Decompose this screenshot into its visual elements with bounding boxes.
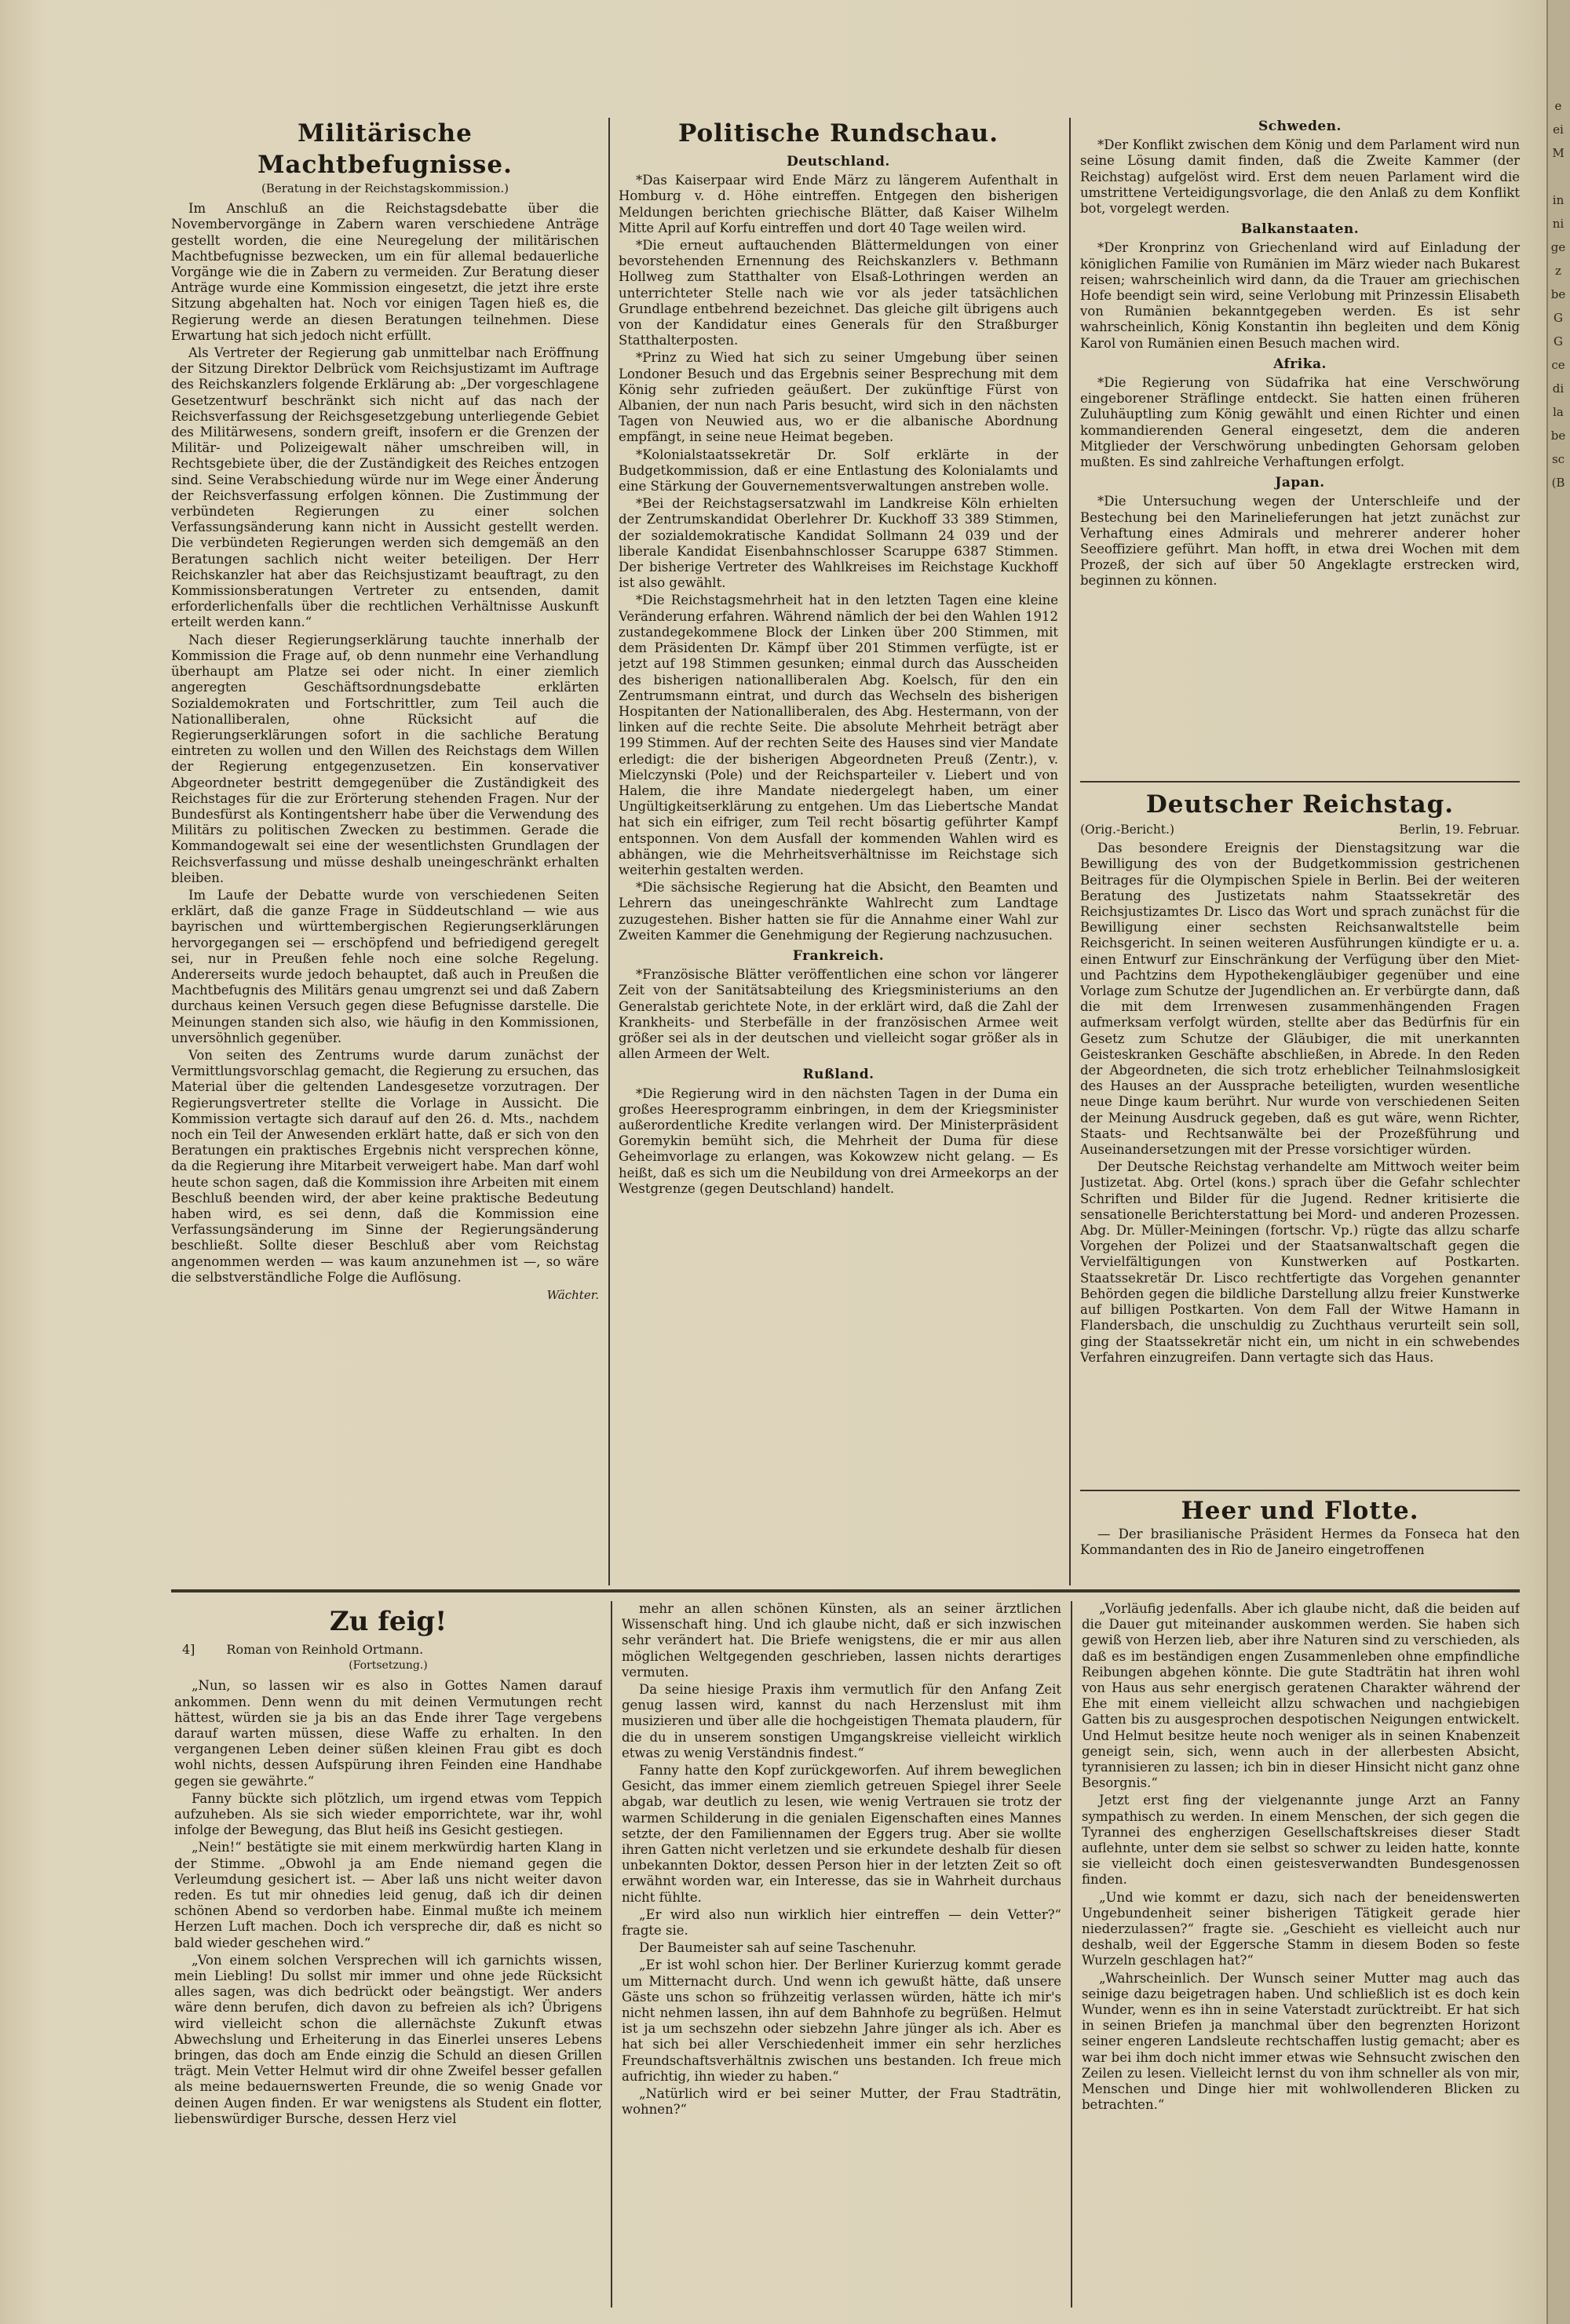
column-rule [1069,118,1071,1585]
paragraph: *Die erneut auftauchenden Blättermeldungen von einer bevorstehenden Ernennung des Reichskanzlers v. Bethmann Hollweg zum Statthalter von Elsaß-Lothringen werden an unterrichteter Stelle nach wie vor als jeder tatsächlichen Grundlage entbehrend bezeichnet. Das gleiche gilt übrigens auch von der Kandidatur eines Generals für den Straßburger Statthalterposten. [619,238,1058,348]
left-article-subtitle: (Beratung in der Reichstagskommission.) [261,181,509,195]
heer-title: Heer und Flotte. [1181,1497,1419,1525]
serial-number: 4] [182,1642,195,1657]
column-rule [1071,1601,1072,2308]
paragraph: *Die Regierung wird in den nächsten Tagen in der Duma ein großes Heeresprogramm einbringen, in dem der Kriegsminister außerordentliche Kredite verlangen wird. Der Ministerpräsident Goremykin bemüht sich, die Mehrheit der Duma für diese Geheimvorlage zu erlangen, was Kokowzew nicht gelang. — Es heißt, daß es sich um die Neubildung von drei Armeekorps an der Westgrenze (gegen Deutschland) handelt. [619,1085,1058,1196]
paragraph: Der Baumeister sah auf seine Taschenuhr. [639,1940,917,1956]
paragraph: *Die Untersuchung wegen der Unterschleife und der Bestechung bei den Marinelieferungen hat jetzt zunächst zur Verhaftung eines Admirals und mehrerer anderer hoher Seeoffiziere geführt. Man hofft, in etwa drei Wochen mit dem Prozeß, der sich auf über 50 Angeklagte erstrecken wird, beginnen zu können. [1080,494,1520,589]
paragraph: „Wahrscheinlich. Der Wunsch seiner Mutter mag auch das seinige dazu beigetragen haben. Und schließlich ist es doch kein Wunder, wenn es ihn in seine Vaterstadt zurücktreibt. Er hat sich in seinen Briefen ja manchmal über den begrenzten Horizont seiner engeren Landsleute rechtschaffen lustig gemacht; aber es war bei ihm doch nicht immer etwas wie Sehnsucht zwischen den Zeilen zu lesen. Vielleicht lernst du von ihm schneller als von mir, Menschen und Dinge hier mit wohlwollenderen Blicken zu betrachten.“ [1082,1970,1520,2113]
paragraph: „Vorläufig jedenfalls. Aber ich glaube nicht, daß die beiden auf die Dauer gut miteinander auskommen werden. Sie haben sich gewiß von Herzen lieb, aber ihre Naturen sind zu verschieden, als daß es im beständigen engen Zusammenleben ohne empfindliche Reibungen abgehen könnte. Die gute Stadträtin hat ihren wohl von Haus aus sehr energisch geratenen Charakter während der Ehe mit einem vielleicht allzu schwachen und nachgiebigen Gatten bis zu ausgesprochen despotischen Neigungen entwickelt. Und Helmut besitze heute noch weniger als in seinen Knabenzeit geneigt sein, sich, wenn auch in der allerbesten Absicht, tyrannisieren zu lassen; ich bin in dieser Hinsicht nicht ganz ohne Besorgnis.“ [1082,1601,1520,1791]
serial-note: (Fortsetzung.) [349,1659,428,1673]
serial-author: Roman von Reinhold Ortmann. [226,1642,424,1657]
paragraph: Da seine hiesige Praxis ihm vermutlich für den Anfang Zeit genug lassen wird, kannst du nach Herzenslust mit ihm musizieren und über alle die hochgeistigen Themata plaudern, für die du in unserem sonstigen Umgangskreise vielleicht wirklich etwas zu wenig Verständnis findest.“ [622,1682,1061,1760]
paragraph: Als Vertreter der Regierung gab unmittelbar nach Eröffnung der Sitzung Direktor Delbrück vom Reichsjustizamt im Auftrage des Reichskanzlers folgende Erklärung ab: „Der vorgeschlagene Gesetzentwurf beschränkt sich nicht auf das nach der Reichsverfassung der Reichsgesetzgebung unterliegende Gebiet des Militärwesens, sondern greift, insofern er die Grenzen der Militär- und Polizeigewalt näher umschreiben will, in Rechtsgebiete über, die der Zuständigkeit des Reiches entzogen sind. Seine Verabschiedung würde nur im Wege einer Änderung der Reichsverfassung erfolgen können. Die Zustimmung der verbündeten Regierungen zu einer solchen Verfassungsänderung kann nicht in Aussicht gestellt werden. Die verbündeten Regierungen werden sich demgemäß an den Beratungen sachlich nicht weiter beteiligen. Der Herr Reichskanzler hat aber das Reichsjustizamt beauftragt, zu den Kommissionsberatungen Vertreter zu entsenden, damit erforderlichenfalls über die rechtlichen Verhältnisse Auskunft erteilt werden kann.“ [171,345,599,630]
section-heading: Japan. [1275,475,1325,491]
dateline-source: (Orig.-Bericht.) [1080,823,1175,837]
feuilleton-rule [171,1589,1520,1593]
paragraph: *Die sächsische Regierung hat die Absicht, den Beamten und Lehrern das uneingeschränkte Wahlrecht zum Landtage zuzugestehen. Bisher hatten sie für die Annahme einer Wahl zur Zweiten Kammer die Genehmigung der Regierung nachzusuchen. [619,880,1058,943]
middle-article-title: Politische Rundschau. [678,119,999,148]
dateline-place-date: Berlin, 19. Februar. [1399,823,1520,837]
left-article-title: Militärische Machtbefugnisse. [257,119,513,179]
paragraph: „Von einem solchen Versprechen will ich garnichts wissen, mein Liebling! Du sollst mir immer und ohne jede Rücksicht alles sagen, was dich bedrückt oder beängstigt. Wer anders wäre denn berufen, dich davon zu befreien als ich? Übrigens wird vielleicht schon die allernächste Zukunft etwas Abwechslung und Erheiterung in das Einerlei unseres Lebens bringen, das doch am Ende einzig die Schuld an diesen Grillen trägt. Mein Vetter Helmut wird dir ohne Zweifel besser gefallen als meine bedauernswerten Freunde, die so wenig Gnade vor deinen Augen finden. Er war wenigstens als Student ein flotter, liebenswürdiger Bursche, dessen Herz viel [174,1952,602,2126]
paragraph: *Prinz zu Wied hat sich zu seiner Umgebung über seinen Londoner Besuch und das Ergebnis seiner Besprechung mit dem König sehr zufrieden geäußert. Der zukünftige Fürst von Albanien, der nun nach Paris besucht, wird sich in den nächsten Tagen von Neuwied aus, wo er die albanische Abordnung empfängt, in seine neue Heimat begeben. [619,350,1058,445]
column-rule [611,1601,612,2308]
paragraph: Fanny hatte den Kopf zurückgeworfen. Auf ihrem beweglichen Gesicht, das immer einem ziemlich getreuen Spiegel ihrer Seele abgab, war deutlich zu lesen, wie wenig Vertrauen sie trotz der warmen Schilderung in die genialen Eigenschaften eines Mannes setzte, der den Familiennamen der Eggers trug. Aber sie wollte ihren Gatten nicht verletzen und sie erkundete deshalb für diesen unbekannten Doktor, dessen Person hier in der letzten Zeit so oft erwähnt worden war, ein Interesse, das sie in Wahrheit durchaus nicht fühlte. [622,1763,1061,1905]
paragraph: „Er ist wohl schon hier. Der Berliner Kurierzug kommt gerade um Mitternacht durch. Und wenn ich gewußt hätte, daß unsere Gäste uns schon so frühzeitig verlassen würden, hätte ich mir's nicht nehmen lassen, ihn auf dem Bahnhofe zu begrüßen. Helmut ist ja um sechszehn oder siebzehn Jahre jünger als ich. Aber es hat sich bei aller Verschiedenheit immer ein sehr herzliches Freundschaftsverhältnis zwischen uns bestanden. Ich freue mich aufrichtig, ihn wieder zu haben.“ [622,1957,1061,2084]
middle-article [619,118,1058,1576]
serial-title: Zu feig! [329,1606,447,1637]
next-page-text-fragment: e ei M in ni ge z be G G ce di la be sc (B [1550,99,1566,490]
paragraph: *Der Kronprinz von Griechenland wird auf Einladung der königlichen Familie von Rumänien im März wieder nach Bukarest reisen; wahrscheinlich wird dann, da die Trauer am griechischen Hofe beendigt sein wird, seine Verlobung mit Prinzessin Elisabeth von Rumänien bekanntgegeben werden. Es ist sehr wahrscheinlich, König Konstantin ihn begleiten und dem König Karol von Rumänien einen Besuch machen wird. [1080,240,1520,351]
signature: Wächter. [546,1288,599,1303]
paragraph: Nach dieser Regierungserklärung tauchte innerhalb der Kommission die Frage auf, ob denn nunmehr eine Verhandlung überhaupt am Platze sei oder nicht. In einer ziemlich angeregten Geschäftsordnungsdebatte erklärten Sozialdemokraten und Fortschrittler, zum Teil auch die Nationalliberalen, ohne Rücksicht auf die Regierungserklärungen sofort in die sachliche Beratung eintreten zu wollen und den Willen des Reichstags dem Willen der Regierung entgegenzusetzen. Ein konservativer Abgeordneter bestritt demgegenüber die Zuständigkeit des Reichstages für die zur Erörterung stehenden Fragen. Nur der Bundesfürst als Kontingentsherr habe über die Verwendung des Militärs zu politischen Zwecken zu bestimmen. Gerade die Kommandogewalt sei eine der wesentlichsten Grundlagen der Reichsverfassung und müsse deshalb uneingeschränkt erhalten bleiben. [171,632,599,885]
paragraph: *Bei der Reichstagsersatzwahl im Landkreise Köln erhielten der Zentrumskandidat Oberlehrer Dr. Kuckhoff 33 389 Stimmen, der sozialdemokratische Kandidat Sollmann 24 039 und der liberale Kandidat Eisenbahnschlosser Scaruppe 6387 Stimmen. Der bisherige Vertreter des Wahlkreises im Reichstage Kuckhoff ist also gewählt. [619,496,1058,591]
paragraph: mehr an allen schönen Künsten, als an seiner ärztlichen Wissenschaft hing. Und ich glaube nicht, daß er sich inzwischen sehr verändert hat. Die Briefe wenigstens, die er mir aus allen möglichen Weltgegenden geschrieben, lassen nichts derartiges vermuten. [622,1601,1061,1680]
left-article [171,118,599,1576]
paragraph: *Das Kaiserpaar wird Ende März zu längerem Aufenthalt in Homburg v. d. Höhe eintreffen. Entgegen den bisherigen Meldungen berichten griechische Blätter, daß Kaiser Wilhelm Mitte April auf Korfu eintreffen und dort 40 Tage weilen wird. [619,173,1058,235]
paragraph: Jetzt erst fing der vielgenannte junge Arzt an Fanny sympathisch zu werden. In einem Menschen, der sich gegen die Tyrannei des engherzigen Gesellschaftskreises dieser Stadt auflehnte, unter dem sie selbst so schwer zu leiden hatte, konnte sie vielleicht doch einen geistesverwandten Bundesgenossen finden. [1082,1793,1520,1888]
paragraph: *Französische Blätter veröffentlichen eine schon vor längerer Zeit von der Sanitätsabteilung des Kriegsministeriums an den Generalstab gerichtete Note, in der erklärt wird, daß die Zahl der Krankheits- und Sterbefälle in der französischen Armee weit größer sei als in der deutschen und vielleicht sogar größer als in allen Armeen der Welt. [619,967,1058,1062]
right-upper-article [1080,114,1520,775]
section-heading: Frankreich. [792,947,885,964]
paragraph: „Nein!“ bestätigte sie mit einem merkwürdig harten Klang in der Stimme. „Obwohl ja am Ende niemand gegen die Verleumdung gesichert ist. — Aber laß uns nicht weiter davon reden. Es tut mir ohnedies leid genug, daß ich dir deinen schönen Abend so verdorben habe. Einmal mußte ich meinem Herzen Luft machen. Doch ich verspreche dir, daß es nicht so bald wieder geschehen wird.“ [174,1840,602,1950]
serial-col-2 [622,1601,1061,2308]
column-rule [608,118,610,1585]
serial-col-3 [1082,1601,1520,2308]
section-heading: Afrika. [1273,356,1327,372]
section-heading: Rußland. [802,1067,874,1083]
section-rule [1080,1490,1520,1491]
paragraph: „Natürlich wird er bei seiner Mutter, der Frau Stadträtin, wohnen?“ [622,2086,1061,2118]
heer-article [1080,1495,1520,1574]
dateline [1080,822,1520,837]
paragraph: Im Anschluß an die Reichstagsdebatte über die Novembervorgänge in Zabern waren verschiedene Anträge gestellt worden, die eine Neuregelung der militärischen Machtbefugnisse bezwecken, um ein für allemal bedauerliche Vorgänge wie die in Zabern zu vermeiden. Zur Beratung dieser Anträge wurde eine Kommission eingesetzt, die jetzt ihre erste Sitzung abgehalten hat. Noch vor einigen Tagen hieß es, die Regierung werde an diesen Beratungen teilnehmen. Diese Erwartung hat sich jedoch nicht erfüllt. [171,201,599,343]
paragraph: „Und wie kommt er dazu, sich nach der beneidenswerten Ungebundenheit seiner bisherigen Tätigkeit gerade hier niederzulassen?“ fragte sie. „Geschieht es vielleicht auch nur deshalb, weil der Eggersche Stamm in diesem Boden so feste Wurzeln geschlagen hat?“ [1082,1889,1520,1968]
paragraph: — Der brasilianische Präsident Hermes da Fonseca hat den Kommandanten des in Rio de Janeiro eingetroffenen [1080,1527,1520,1558]
paragraph: „Er wird also nun wirklich hier eintreffen — dein Vetter?“ fragte sie. [622,1906,1061,1939]
paragraph: Im Laufe der Debatte wurde von verschiedenen Seiten erklärt, daß die ganze Frage in Süddeutschland — wie aus bayrischen und württembergischen Regierungserklärungen hervorgegangen sei — erschöpfend und befriedigend geregelt sei, nur in Preußen fehle noch eine solche Regelung. Andererseits wurde jedoch behauptet, daß auch in Preußen die Machtbefugnis des Militärs genau umgrenzt sei und daß Zabern durchaus keinen Versuch gegen diese Befugnisse darstelle. Die Meinungen standen sich also, wie häufig in den Kommissionen, unversöhnlich gegenüber. [171,887,599,1045]
paragraph: Fanny bückte sich plötzlich, um irgend etwas vom Teppich aufzuheben. Als sie sich wieder emporrichtete, war ihr, wohl infolge der Bewegung, das Blut heiß ins Gesicht gestiegen. [174,1790,602,1838]
paragraph: *Die Reichstagsmehrheit hat in den letzten Tagen eine kleine Veränderung erfahren. Während nämlich der bei den Wahlen 1912 zustandegekommene Block der Linken über 200 Stimmen, mit dem Präsidenten Dr. Kämpf über 201 Stimmen verfügte, ist er jetzt auf 198 Stimmen gesunken; einmal durch das Ausscheiden des bisherigen nationalliberalen Abg. Koelsch, für den ein Zentrumsmann eintrat, und durch das Wechseln des bisherigen Hospitanten der Nationalliberalen, des Abg. Hestermann, von der linken auf die rechte Seite. Die absolute Mehrheit beträgt aber 199 Stimmen. Auf der rechten Seite des Hauses sind vier Mandate erledigt: die der bisherigen Abgeordneten Preuß (Zentr.), v. Mielczynski (Pole) und der Reichsparteiler v. Liebert und von Halem, die ihre Mandate niedergelegt haben, um einer Ungültigkeitserklärung zu entgehen. Um das Liebertsche Mandat hat sich ein eifriger, zum Teil recht bösartig geführter Kampf entsponnen. Von dem Ausfall der kommenden Wahlen wird es abhängen, wie die Mehrheitsverhältnisse im Reichstage sich weiterhin gestalten werden. [619,593,1058,877]
paragraph: Das besondere Ereignis der Dienstagsitzung war die Bewilligung des von der Budgetkommission gestrichenen Beitrages für die Olympischen Spiele in Berlin. Bei der weiteren Beratung des Justizetats nahm Staatssekretär des Reichsjustizamtes Dr. Lisco das Wort und sprach zunächst für die Bewilligung einer sechsten Reichsanwaltstelle beim Reichsgericht. In seinen weiteren Ausführungen kündigte er u. a. einen Entwurf zur Einschränkung der Verfügung über den Miet- und Pachtzins dem Hypothekengläubiger gegenüber und eine Vorlage zum Schutze der Jugendlichen an. Er verbürgte dann, daß die mit dem Irrenwesen zusammenhängenden Fragen aufmerksam verfolgt würden, stellte aber das Bedürfnis für ein Gesetz zum Schutze der Gläubiger, die mit unerkannten Geisteskranken Geschäfte abschließen, in Abrede. In den Reden der Abgeordneten, die sich trotz erheblicher Teilnahmslosigkeit des Hauses an der Aussprache beteiligten, wurden wesentliche neue Dinge kaum berührt. Nur wurde von verschiedenen Seiten der Meinung Ausdruck gegeben, daß es gut wäre, wenn Richter, Staats- und Rechtsanwälte bei der Prozeßführung und Auseinandersetzungen mit der Presse vorsichtiger würden. [1080,841,1520,1158]
reichstag-title: Deutscher Reichstag. [1145,790,1455,819]
section-heading: Balkanstaaten. [1240,221,1360,238]
section-heading: Schweden. [1258,119,1342,134]
reichstag-article [1080,789,1520,1487]
section-rule [1080,781,1520,783]
paragraph: *Kolonialstaatssekretär Dr. Solf erklärte in der Budgetkommission, daß er eine Entlastung des Kolonialamts und eine Stärkung der Gouvernementsverwaltungen anstreben wolle. [619,447,1058,494]
paragraph: „Nun, so lassen wir es also in Gottes Namen darauf ankommen. Denn wenn du mit deinen Vermutungen recht hättest, würden sie ja bis an das Ende ihrer Tage vergebens darauf warten müssen, diese Waffe zu erhalten. In den vergangenen Leben deiner süßen kleinen Frau gibt es doch wohl nichts, dessen Aufspürung ihren Feinden eine Handhabe gegen sie gewährte.“ [174,1678,602,1789]
serial-byline [182,1642,602,1658]
paragraph: Von seiten des Zentrums wurde darum zunächst der Vermittlungsvorschlag gemacht, die Regierung zu ersuchen, das Material über die geltenden Landesgesetze vorzutragen. Der Regierungsvertreter stellte die Vorlage in Aussicht. Die Kommission vertagte sich darauf auf den 26. d. Mts., nachdem noch ein Teil der Anwesenden erklärt hatte, daß er sich von den Beratungen ein praktisches Ergebnis nicht versprechen könne, da die Regierung ihre Mitarbeit verweigert habe. Man darf wohl heute schon sagen, daß die Kommission ihre Arbeiten mit einem Beschluß beenden wird, der aber keine praktische Bedeutung haben wird, es sei denn, daß die Kommission eine Verfassungsänderung im Sinne der Regierungsänderung beschließt. Sollte dieser Beschluß aber vom Reichstag angenommen werden — was kaum anzunehmen ist —, so wäre die selbstverständliche Folge die Auflösung. [171,1047,599,1285]
serial-col-1 [174,1601,602,2308]
paragraph: Der Deutsche Reichstag verhandelte am Mittwoch weiter beim Justizetat. Abg. Ortel (kons.) sprach über die Gefahr schlechter Schriften und Bilder für die Jugend. Redner kritisierte die sensationelle Berichterstattung bei Mord- und anderen Prozessen. Abg. Dr. Müller-Meiningen (fortschr. Vp.) rügte das allzu scharfe Vorgehen der Polizei und der Staatsanwaltschaft gegen die Vervielfältigungen von Kunstwerken auf Postkarten. Staatssekretär Dr. Lisco rechtfertigte das Vorgehen genannter Behörden gegen die bildliche Darstellung allzu freier Kunstwerke auf billigen Postkarten. Von dem Fall der Witwe Hamann in Flandersbach, die unschuldig zu Zuchthaus verurteilt sein soll, ging der Staatssekretär nicht ein, um nicht in ein schwebendes Verfahren einzugreifen. Dann vertagte sich das Haus. [1080,1159,1520,1365]
paragraph: *Der Konflikt zwischen dem König und dem Parlament wird nun seine Lösung damit finden, daß die Zweite Kammer (der Reichstag) aufgelöst wird. Erst dem neuen Parlament wird die umstrittene Verteidigungsvorlage, die den Anlaß zu dem Konflikt bot, vorgelegt werden. [1080,137,1520,217]
paragraph: *Die Regierung von Südafrika hat eine Verschwörung eingeborener Sträflinge entdeckt. Sie hatten einen früheren Zuluhäuptling zum König gewählt und einen Richter und einen kommandierenden General eingesetzt, dem die anderen Mitglieder der Verschwörung unbedingten Gehorsam geloben mußten. Es sind zahlreiche Verhaftungen erfolgt. [1080,375,1520,470]
section-heading: Deutschland. [787,154,890,170]
